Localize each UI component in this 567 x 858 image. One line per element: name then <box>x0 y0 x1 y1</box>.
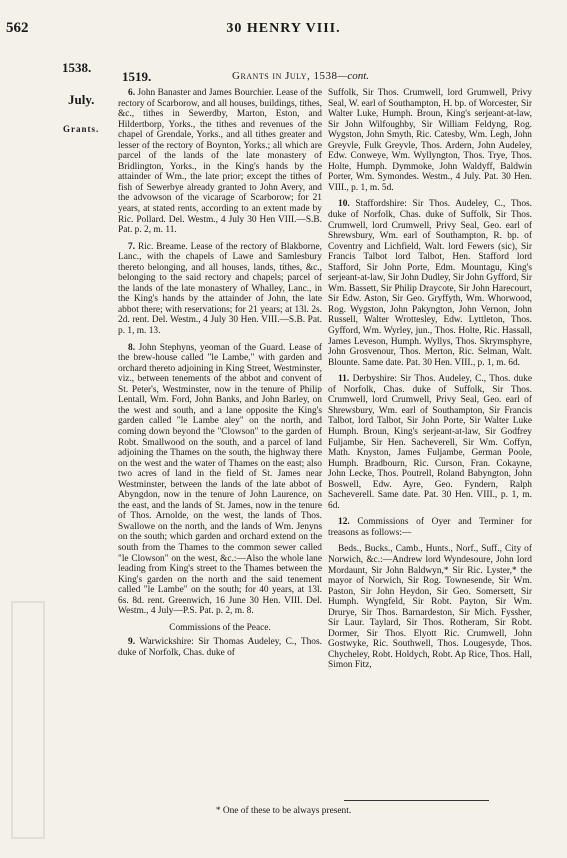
entry-text: Commissions of the Peace. <box>169 622 271 633</box>
entry-text: Suffolk, Sir Thos. Crumwell, lord Grumwell, Privy Seal, W. earl of Southampton, H. bp. of Worcester, Sir Walter Luke, Humph. Broun, King's serjeant-at-law, Sir John Wilfoughby, Sir William Feldyng, Rog. Wygston, John Smyth, Ric. Catesby, Wm. Legh, John Greyvle, Fulk Greyvle, Thos. Ardern, John Audeley, Edw. Conweye, Wm. Wyllyngton, Thos. Trye, Thos. Holte, Humph. Dymmoke, John Waldyff, Baldwin Porter, Wm. Symondes. Westm., 4 July. Pat. 30 Hen. VIII., p. 1, m. 5d. <box>328 88 532 193</box>
right-column-entry <box>328 544 532 671</box>
footnote-rule <box>344 800 489 801</box>
entry-number: 11. <box>338 374 350 385</box>
left-column-entry <box>118 343 322 617</box>
entry-number: 6. <box>128 88 136 98</box>
entry-text: John Stephyns, yeoman of the Guard. Lease of the brew-house called "le Lambe," with garden and orchard thereto adjoining in King Street, Westminster, viz., between tenements of the abbot and convent of St. Peter's, Westminster, now in the tenure of Philip Lentall, Wm. Ford, John Banks, and John Barley, on the west and south, and a lane opposite the King's garden called "le Lambe aley" on the north, and coming down beyond the "Clowson" to the garden of Robt. Smallwood on the south, and a parcel of land adjoining the Thames on the south, the highway there on the west and the water of Thames on the east; also two acres of land in the field of St. James near Westminster, between the lands of the late abbot of Abyngdon, now in the tenure of John Laurence, on the east, and the lands of St. James, now in the tenure of Thos. Arnolde, on the west, the lands of Thos. Swallowe on the north, and the lands of Wm. Jenyns on the south; which garden and orchard extend on the south from the Thames to the common sewer called "le Clowson" on the west, &c.:—Also the whole lane leading from King's street to the Thames between the King's garden on the north and the said tenement called "le Lambe" on the south; for 40 years, at 13l. 6s. 8d. rent. Greenwich, 16 June 30 Hen. VIII. Del. Westm., 4 July—P.S. Pat. p. 2, m. 8. <box>118 342 323 617</box>
running-title: 30 HENRY VIII. <box>226 21 341 36</box>
entry-text: Commissions of Oyer and Terminer for treasons as follows:— <box>328 517 533 538</box>
left-column <box>118 88 322 664</box>
entry-text: Staffordshire: Sir Thos. Audeley, C., Thos. duke of Norfolk, Chas. duke of Suffolk, Sir Thos. Crumwell, lord Crumwell, Privy Seal, Geo. earl of Shrewsbury, Wm. earl of Southampton, R. bp. of Coventry and Lichfield, Walt. lord Fewers (sic), Sir Francis Talbot lord Talbot, Hen. Stafford lord Stafford, Sir John Porte, Edm. Mountagu, King's serjeant-at-law, Sir John Dudley, Sir John Gyfford, Sir Wm. Bassett, Sir Philip Draycote, Sir John Harecourt, Sir Edw. Aston, Sir Geo. Gryffyth, Wm. Whorwood, Rog. Wygston, John Pakyngton, John Vernon, John Russell, Walter Wrottesley, Edw. Lyttleton, Thos. Gyfford, Wm. Wyrley, jun., Thos. Holte, Ric. Hassall, James Leveson, Humph. Wyllys, Thos. Skrymsphyre, John Grosvenour, Thos. Merton, Ric. Selman, Walt. Blounte. Same date. Pat. 30 Hen. VIII., p. 1, m. 6d. <box>328 199 532 368</box>
right-column <box>328 88 532 677</box>
library-stamp <box>10 600 46 840</box>
margin-month: July. <box>68 92 95 107</box>
right-column-entry <box>328 88 532 193</box>
margin-section: Grants. <box>63 124 100 134</box>
right-column-entry <box>328 199 532 368</box>
left-column-entry <box>118 88 322 236</box>
entry-text: John Banaster and James Bourchier. Lease of the rectory of Scarborow, and all houses, buildings, tithes, &c., tithes in Sewerdby, Marton, Eston, and Hildertborp, Yorks., the tithes and revenues of the chapel of Grendale, Yorks., and all tithes greater and lesser of the rectory of Boynton, Yorks.; all which are parcel of the lands of the late monastery of Bridlington, Yorks., in the King's hands by the attainder of Wm., the late prior; except the tithes of fish of Sewerbye already granted to John Avery, and the advowson of the vicarage of Scarborow; for 21 years, at stated rents, according to an extent made by Ric. Pollard. Del. Westm., 4 July 30 Hen VIII.—S.B. Pat. p. 2, m. 11. <box>118 88 323 236</box>
register-number: 1519. <box>122 69 152 84</box>
right-column-entry <box>328 374 532 511</box>
entry-number: 7. <box>128 241 136 252</box>
footnote: * One of these to be always present. <box>215 806 352 816</box>
entry-number: 8. <box>128 342 136 353</box>
entry-text: Ric. Breame. Lease of the rectory of Blakborne, Lanc., with the chapels of Lawe and Samlesbury thereto belonging, and all houses, lands, tithes, &c., belonging to the said rectory and chapels; parcel of the lands of the late monastery of Whalley, Lanc., in the King's hands by the attainder of John, the late abbot there; with reservations; for 21 years; at 13l. 2s. 2d. rent. Del. Westm., 4 July 30 Hen. VIII.—S.B. Pat. p. 1, m. 13. <box>118 241 322 337</box>
page-number: 562 <box>6 20 29 36</box>
entry-text: Warwickshire: Sir Thomas Audeley, C., Thos. duke of Norfolk, Chas. duke of <box>118 637 322 658</box>
left-column-entry <box>118 637 322 658</box>
continuation-lead: Grants in July, 1538 <box>232 70 338 82</box>
left-column-entry <box>118 623 322 634</box>
margin-year: 1538. <box>62 60 92 75</box>
entry-number: 10. <box>338 199 350 210</box>
entry-number: 9. <box>128 637 136 648</box>
right-column-entry <box>328 517 532 538</box>
entry-text: Derbyshire: Sir Thos. Audeley, C., Thos. duke of Norfolk, Chas. duke of Suffolk, Sir Thos. Crumwell, lord Crumwell, Privy Seal, Geo. earl of Shrewsbury, Wm. earl of Southampton, Sir Francis Talbot, lord Talbot, Sir John Porte, Sir Walter Luke Humph. Broun, King's serjeant-at-law, Sir Godfrey Fuljambe, Sir Hen. Sacheverell, Sir Wm. Coffyn, Math. Knyston, James Fuljambe, German Poole, Humph. Bradbourn, Ric. Curson, Fran. Cokayne, John Lecke, Thos. Poutrell, Roland Babyngton, John Boswell, Edw. Ayre, Geo. Fyndern, Ralph Sacheverell. Same date. Pat. 30 Hen. VIII., p. 1, m. 6d. <box>328 374 532 511</box>
entry-number: 12. <box>338 517 350 528</box>
continuation-heading <box>232 70 369 82</box>
left-column-entry <box>118 242 322 337</box>
entry-text: Beds., Bucks., Camb., Hunts., Norf., Suff., City of Norwich, &c.:—Andrew lord Wyndesoure, John lord Mordaunt, Sir John Baldwyn,* Sir Ric. Lyster,* the mayor of Norwich, Sir Rog. Townesende, Sir Wm. Paston, Sir John Heydon, Sir Geo. Somersett, Sir Humph. Wyngfeld, Sir Robt. Payton, Sir Wm. Drurye, Sir Thos. Barnardeston, Sir Mich. Fyssher, Sir Laur. Taylard, Sir Thos. Rotheram, Sir Robt. Dormer, Sir Thos. Elyott Ric. Crumwell, John Gostwyke, Ric. Southwell, Thos. Lougesyde, Thos. Chycheley, Robt. Holdych, Robt. Ap Rice, Thos. Hall, Simon Fitz, <box>328 544 532 671</box>
continuation-suffix: —cont. <box>337 70 370 82</box>
